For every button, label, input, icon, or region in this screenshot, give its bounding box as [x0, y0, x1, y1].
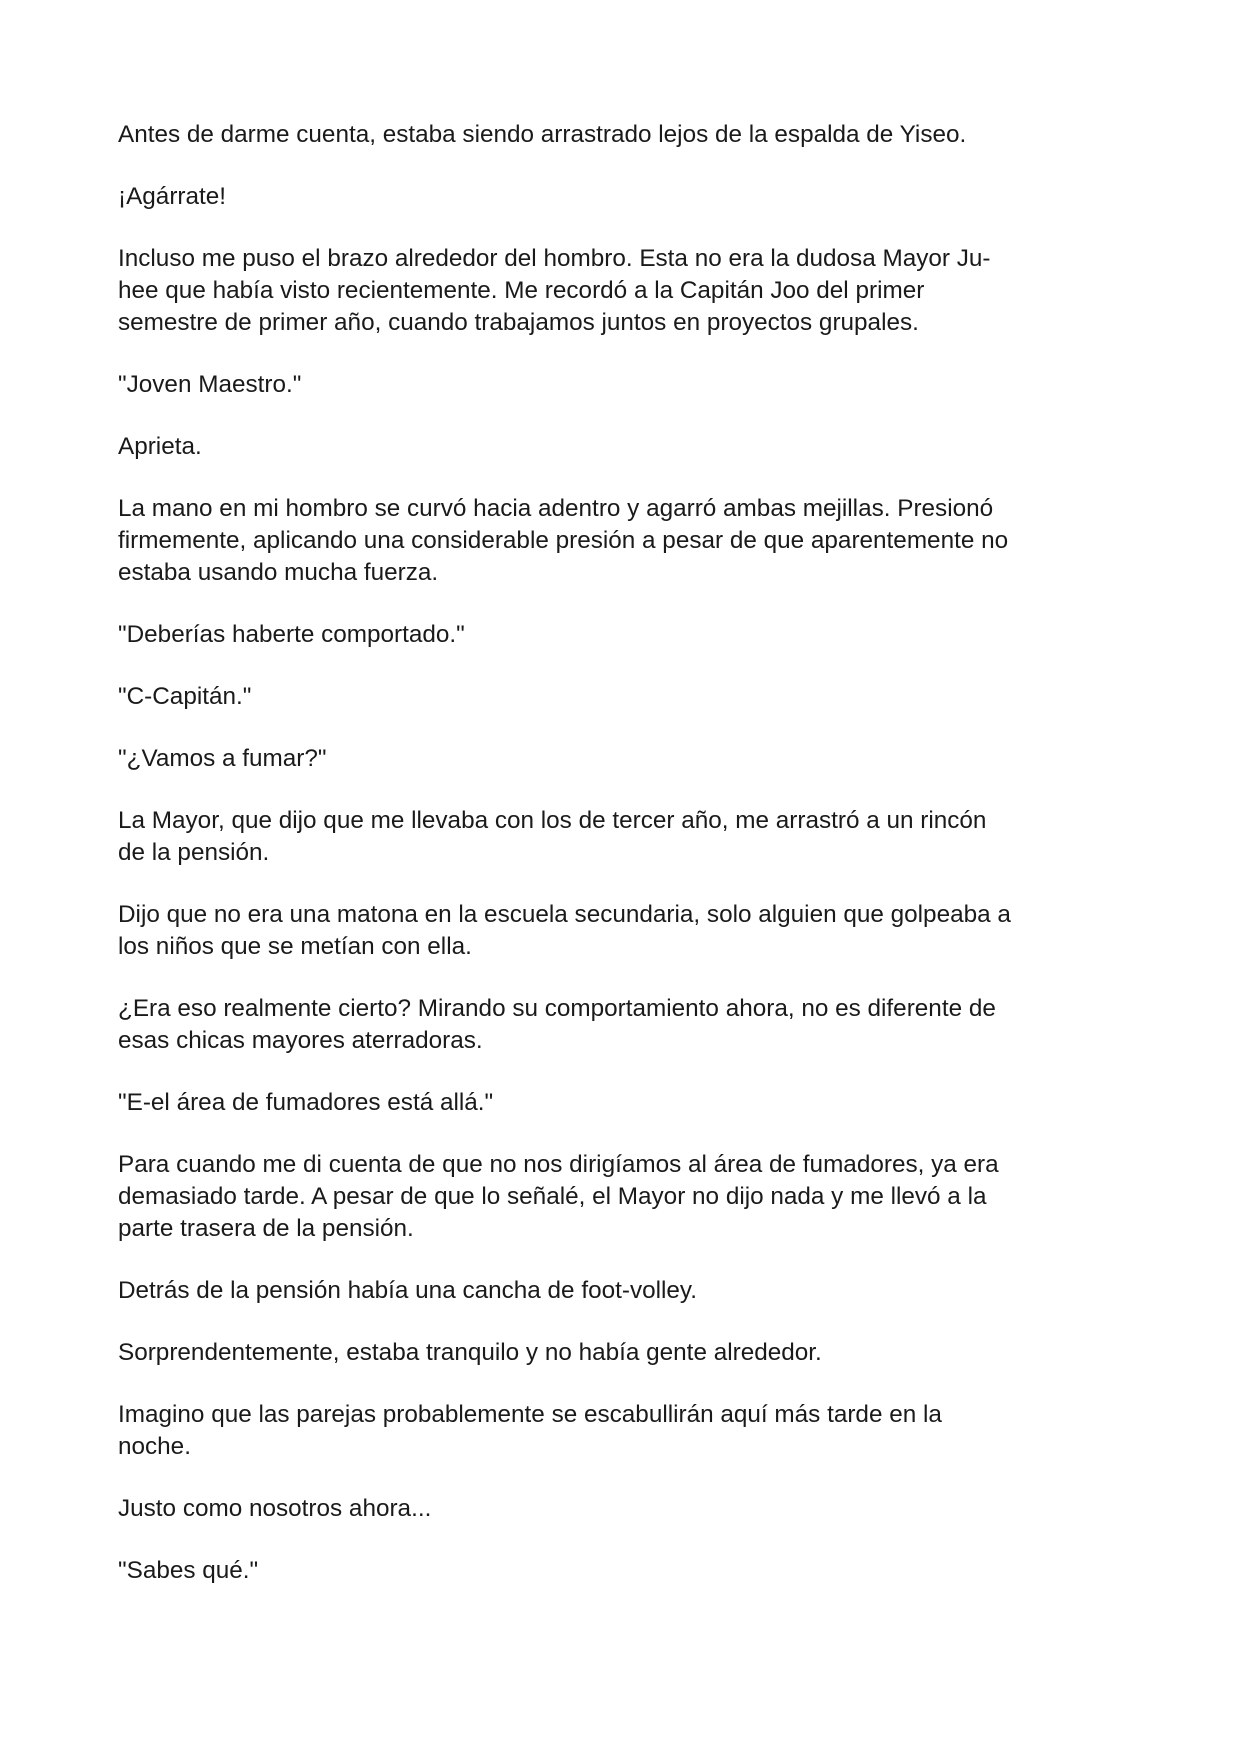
text-line: Antes de darme cuenta, estaba siendo arrastrado lejos de la espalda de Yiseo.: [118, 121, 967, 148]
text-line: estaba usando mucha fuerza.: [118, 559, 439, 586]
document-page: [118, 119, 1128, 1617]
paragraph: [118, 119, 1128, 151]
text-line: Dijo que no era una matona en la escuela secundaria, solo alguien que golpeaba a: [118, 901, 1011, 928]
paragraph: [118, 1493, 1128, 1525]
text-line: noche.: [118, 1433, 191, 1460]
text-line: "C-Capitán.": [118, 683, 252, 710]
text-line: Incluso me puso el brazo alrededor del hombro. Esta no era la dudosa Mayor Ju-: [118, 245, 991, 272]
paragraph: [118, 1555, 1128, 1587]
text-line: Para cuando me di cuenta de que no nos dirigíamos al área de fumadores, ya era: [118, 1151, 999, 1178]
text-line: "Joven Maestro.": [118, 371, 302, 398]
paragraph: [118, 899, 1128, 963]
text-line: ¡Agárrate!: [118, 183, 227, 210]
paragraph: [118, 181, 1128, 213]
text-line: hee que había visto recientemente. Me recordó a la Capitán Joo del primer: [118, 277, 925, 304]
paragraph: [118, 993, 1128, 1057]
text-line: La Mayor, que dijo que me llevaba con los de tercer año, me arrastró a un rincón: [118, 807, 987, 834]
paragraph: [118, 1149, 1128, 1245]
paragraph: [118, 1275, 1128, 1307]
paragraph: [118, 1337, 1128, 1369]
text-line: de la pensión.: [118, 839, 270, 866]
paragraph: [118, 243, 1128, 339]
text-line: "¿Vamos a fumar?": [118, 745, 327, 772]
text-line: Detrás de la pensión había una cancha de foot-volley.: [118, 1277, 698, 1304]
paragraph: [118, 681, 1128, 713]
text-line: "Sabes qué.": [118, 1557, 259, 1584]
paragraph: [118, 1087, 1128, 1119]
text-line: Imagino que las parejas probablemente se escabullirán aquí más tarde en la: [118, 1401, 942, 1428]
text-line: los niños que se metían con ella.: [118, 933, 472, 960]
paragraph: [118, 805, 1128, 869]
text-line: La mano en mi hombro se curvó hacia adentro y agarró ambas mejillas. Presionó: [118, 495, 994, 522]
text-line: esas chicas mayores aterradoras.: [118, 1027, 483, 1054]
text-line: semestre de primer año, cuando trabajamos juntos en proyectos grupales.: [118, 309, 919, 336]
text-line: ¿Era eso realmente cierto? Mirando su comportamiento ahora, no es diferente de: [118, 995, 996, 1022]
paragraph: [118, 619, 1128, 651]
text-line: parte trasera de la pensión.: [118, 1215, 414, 1242]
text-line: firmemente, aplicando una considerable presión a pesar de que aparentemente no: [118, 527, 1009, 554]
text-line: demasiado tarde. A pesar de que lo señalé, el Mayor no dijo nada y me llevó a la: [118, 1183, 987, 1210]
text-line: Justo como nosotros ahora...: [118, 1495, 432, 1522]
text-line: Sorprendentemente, estaba tranquilo y no había gente alrededor.: [118, 1339, 822, 1366]
text-line: "E-el área de fumadores está allá.": [118, 1089, 494, 1116]
paragraph: [118, 493, 1128, 589]
document-body: [118, 119, 1128, 1587]
paragraph: [118, 1399, 1128, 1463]
paragraph: [118, 743, 1128, 775]
paragraph: [118, 431, 1128, 463]
paragraph: [118, 369, 1128, 401]
text-line: Aprieta.: [118, 433, 202, 460]
text-line: "Deberías haberte comportado.": [118, 621, 465, 648]
